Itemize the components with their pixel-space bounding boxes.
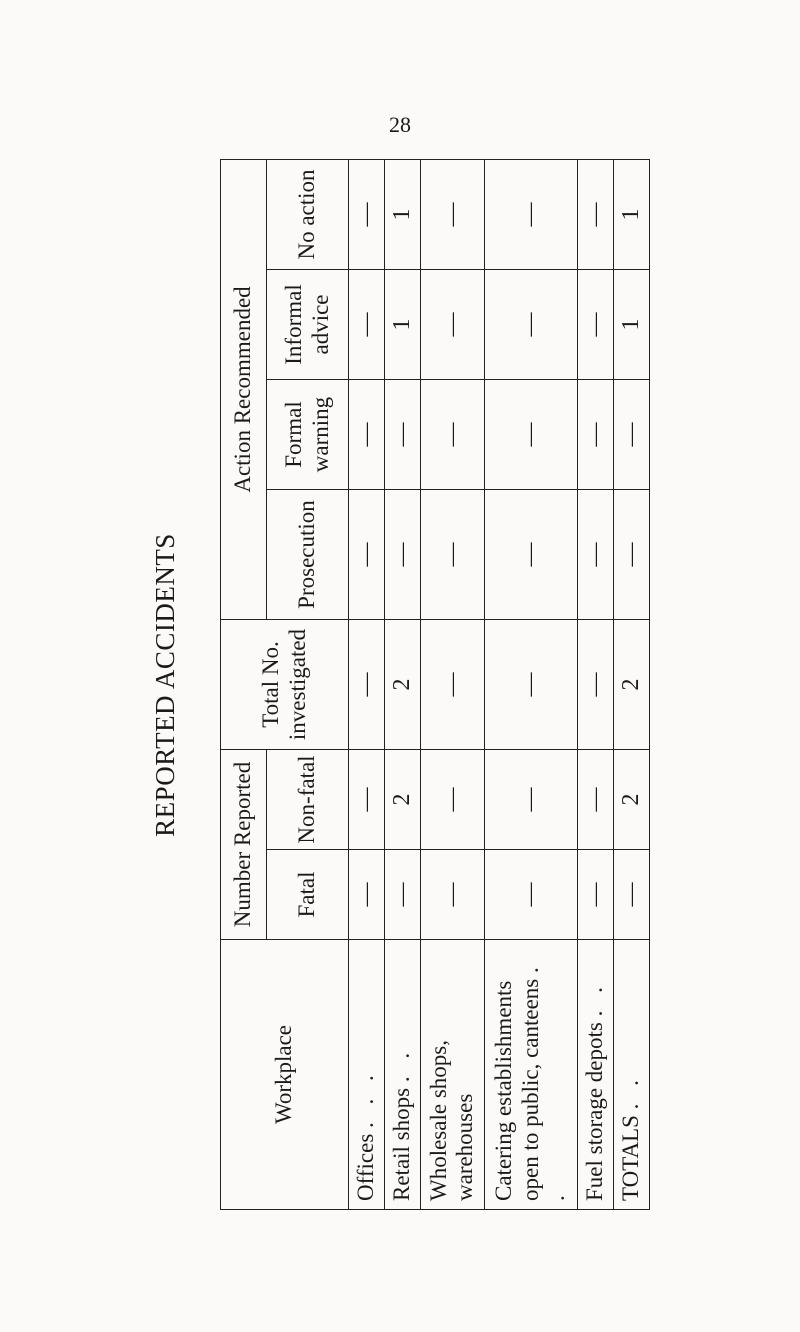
page-number: 28 <box>389 112 411 137</box>
informal-cell: 1 <box>384 270 420 380</box>
workplace-cell <box>420 940 484 1210</box>
header-number-reported: Number Reported <box>221 750 267 940</box>
formal-cell: — <box>613 380 649 490</box>
prosecution-cell: — <box>484 490 577 620</box>
workplace-label: Wholesale shops, warehouses <box>425 1040 478 1201</box>
informal-cell: — <box>484 270 577 380</box>
table-row <box>420 160 484 1210</box>
informal-cell: — <box>349 270 385 380</box>
formal-cell: — <box>577 380 613 490</box>
no-action-cell: 1 <box>613 160 649 270</box>
prosecution-cell: — <box>577 490 613 620</box>
formal-cell: — <box>384 380 420 490</box>
workplace-label: TOTALS <box>618 1115 644 1201</box>
non-fatal-cell: 2 <box>384 750 420 850</box>
prosecution-cell: — <box>349 490 385 620</box>
no-action-cell: — <box>484 160 577 270</box>
table-row <box>384 160 420 1210</box>
non-fatal-cell: — <box>577 750 613 850</box>
fatal-cell: — <box>613 850 649 940</box>
workplace-label: Fuel storage depots <box>582 1022 608 1201</box>
rotated-table-container <box>150 160 650 1210</box>
prosecution-cell: — <box>613 490 649 620</box>
no-action-cell: — <box>577 160 613 270</box>
total-cell: — <box>420 620 484 750</box>
formal-cell: — <box>349 380 385 490</box>
table-row <box>577 160 613 1210</box>
workplace-cell <box>384 940 420 1210</box>
workplace-label: Catering establishments open to public, canteens <box>491 978 543 1201</box>
workplace-label: Offices <box>353 1133 379 1201</box>
fatal-cell: — <box>484 850 577 940</box>
leader-dots: . . . <box>353 1069 379 1128</box>
total-cell: — <box>577 620 613 750</box>
informal-cell: — <box>420 270 484 380</box>
formal-cell: — <box>420 380 484 490</box>
prosecution-cell: — <box>384 490 420 620</box>
header-prosecution: Prosecution <box>267 490 349 620</box>
non-fatal-cell: — <box>484 750 577 850</box>
non-fatal-cell: — <box>420 750 484 850</box>
reported-accidents-table <box>220 159 650 1210</box>
header-fatal: Fatal <box>267 850 349 940</box>
total-cell: — <box>484 620 577 750</box>
informal-cell: 1 <box>613 270 649 380</box>
leader-dots: . . <box>389 1046 415 1083</box>
non-fatal-cell: 2 <box>613 750 649 850</box>
workplace-cell <box>577 940 613 1210</box>
fatal-cell: — <box>577 850 613 940</box>
formal-cell: — <box>484 380 577 490</box>
workplace-cell <box>613 940 649 1210</box>
table-body <box>349 160 650 1210</box>
leader-dots: . . <box>517 961 570 1201</box>
header-action-recommended: Action Recommended <box>221 160 267 620</box>
workplace-cell <box>484 940 577 1210</box>
leader-dots: . . <box>582 981 608 1017</box>
total-cell: — <box>349 620 385 750</box>
prosecution-cell: — <box>420 490 484 620</box>
header-no-action: No action <box>267 160 349 270</box>
header-total-investigated: Total No. investigated <box>221 620 349 750</box>
fatal-cell: — <box>420 850 484 940</box>
informal-cell: — <box>577 270 613 380</box>
total-cell: 2 <box>384 620 420 750</box>
no-action-cell: — <box>349 160 385 270</box>
total-cell: 2 <box>613 620 649 750</box>
fatal-cell: — <box>384 850 420 940</box>
workplace-label: Retail shops <box>389 1087 415 1201</box>
no-action-cell: — <box>420 160 484 270</box>
table-row <box>613 160 649 1210</box>
leader-dots: . . <box>618 1074 644 1110</box>
header-formal-warning: Formal warning <box>267 380 349 490</box>
header-informal-advice: Informal advice <box>267 270 349 380</box>
table-row <box>484 160 577 1210</box>
header-non-fatal: Non-fatal <box>267 750 349 850</box>
non-fatal-cell: — <box>349 750 385 850</box>
no-action-cell: 1 <box>384 160 420 270</box>
page-title: REPORTED ACCIDENTS <box>150 533 180 837</box>
table-row <box>349 160 385 1210</box>
workplace-cell <box>349 940 385 1210</box>
fatal-cell: — <box>349 850 385 940</box>
header-workplace: Workplace <box>221 940 349 1210</box>
